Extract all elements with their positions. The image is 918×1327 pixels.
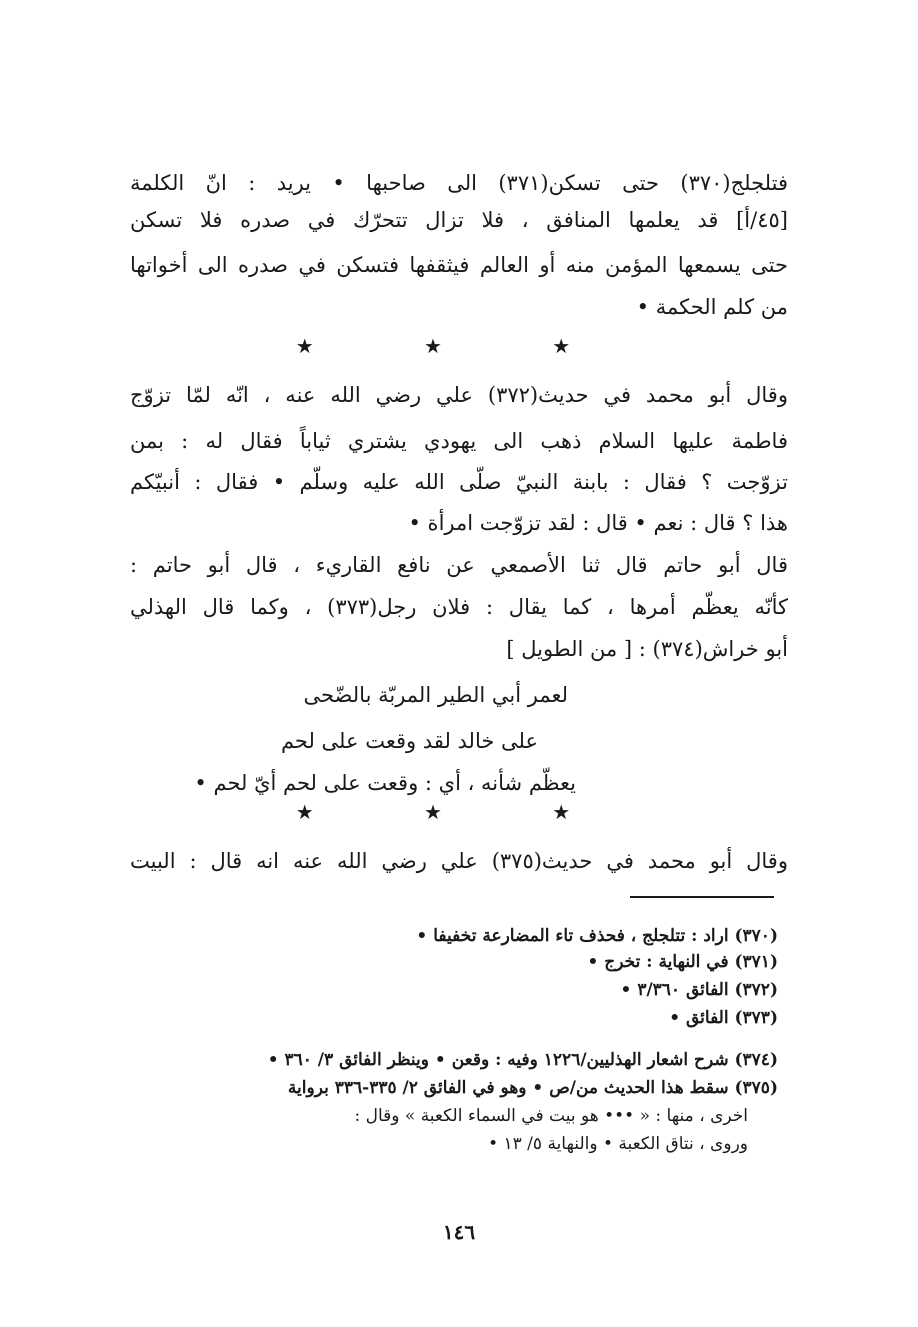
footnote-separator <box>630 896 774 898</box>
body-line-2: [٤٥/أ] قد يعلمها المنافق ، فلا تزال تتحرّك في صدره فلا تسكن <box>130 208 788 232</box>
footnote-370: (٣٧٠) اراد : تتلجلج ، فحذف تاء المضارعة تخفيفا • <box>416 926 778 946</box>
body-line-3: حتى يسمعها المؤمن منه أو العالم فيثقفها فتسكن في صدره الى أخواتها <box>130 253 788 277</box>
footnote-374: (٣٧٤) شرح اشعار الهذليين/١٢٢٦ وفيه : وقعن • وينظر الفائق ٣/ ٣٦٠ • <box>267 1050 778 1070</box>
footnote-371: (٣٧١) في النهاية : تخرج • <box>587 952 778 972</box>
verse-hemistich-2: على خالد لقد وقعت على لحم <box>280 729 538 753</box>
section-divider-stars: ★ ★ ★ <box>295 334 623 358</box>
body-line-4: من كلم الحكمة • <box>636 295 788 319</box>
page-number: ١٤٦ <box>442 1220 476 1244</box>
footnote-373: (٣٧٣) الفائق • <box>669 1008 778 1028</box>
footnote-375-cont-1: اخرى ، منها : « ••• هو بيت في السماء الكعبة » وقال : <box>354 1106 748 1126</box>
body-line-1: فتلجلج(٣٧٠) حتى تسكن(٣٧١) الى صاحبها • يريد : انّ الكلمة <box>130 171 788 195</box>
body-line-8: هذا ؟ قال : نعم • قال : لقد تزوّجت امرأة • <box>408 511 788 535</box>
body-line-9: قال أبو حاتم قال ثنا الأصمعي عن نافع القاريء ، قال أبو حاتم : <box>130 553 788 577</box>
footnote-375-cont-2: وروى ، نتاق الكعبة • والنهاية ٥/ ١٣ • <box>488 1134 748 1154</box>
body-line-5: وقال أبو محمد في حديث(٣٧٢) علي رضي الله عنه ، انّه لمّا تزوّج <box>130 383 788 407</box>
footnote-372: (٣٧٢) الفائق ٣/٣٦٠ • <box>620 980 778 1000</box>
section-divider-stars-2: ★ ★ ★ <box>295 800 623 824</box>
verse-hemistich-1: لعمر أبي الطير المربّة بالضّحى <box>303 683 568 707</box>
body-line-11: أبو خراش(٣٧٤) : [ من الطويل ] <box>506 637 788 661</box>
body-line-last: وقال أبو محمد في حديث(٣٧٥) علي رضي الله عنه انه قال : البيت <box>130 849 788 873</box>
body-line-6: فاطمة عليها السلام ذهب الى يهودي يشتري ثياباً فقال له : بمن <box>130 429 788 453</box>
body-line-10: كأنّه يعظّم أمرها ، كما يقال : فلان رجل(٣٧٣) ، وكما قال الهذلي <box>130 595 788 619</box>
verse-comment: يعظّم شأنه ، أي : وقعت على لحم أيّ لحم • <box>194 771 576 795</box>
footnote-375: (٣٧٥) سقط هذا الحديث من/ص • وهو في الفائق ٢/ ٣٣٥-٣٣٦ برواية <box>287 1078 778 1098</box>
body-line-7: تزوّجت ؟ فقال : بابنة النبيّ صلّى الله عليه وسلّم • فقال : أنبيّكم <box>130 470 788 494</box>
